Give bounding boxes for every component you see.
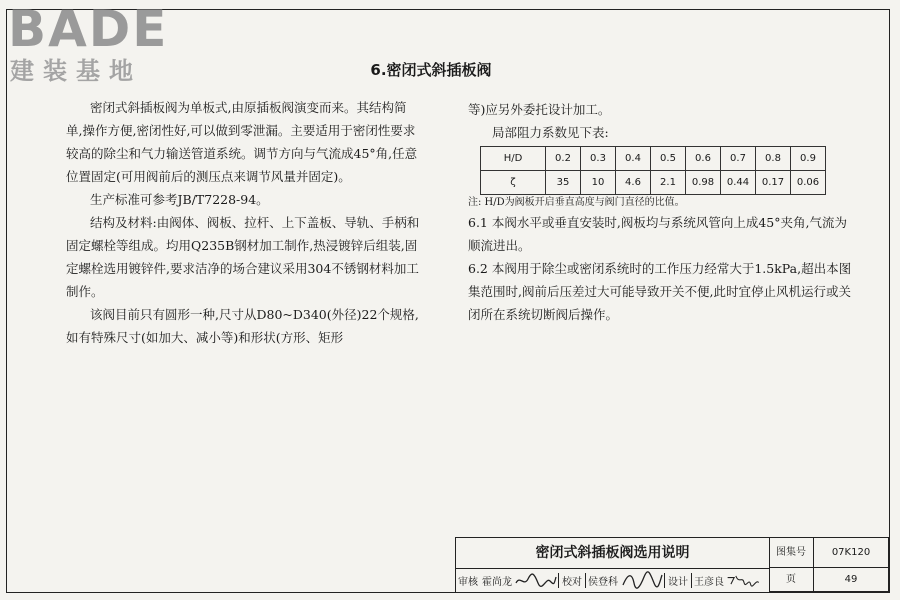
item-6-1: 6.1 本阀水平或垂直安装时,阀板均与系统风管向上成45°夹角,气流为顺流进出。 xyxy=(468,215,847,253)
reviewer-signature xyxy=(514,571,558,589)
section-title: 6.密闭式斜插板阀 xyxy=(370,61,492,79)
table-header-hd: H/D xyxy=(481,147,546,171)
table-cell: 0.3 xyxy=(581,147,616,171)
left-column xyxy=(66,96,422,349)
signature-row xyxy=(456,568,770,592)
table-intro: 局部阻力系数见下表: xyxy=(492,125,609,140)
table-cell: 10 xyxy=(581,171,616,195)
drawing-name: 密闭式斜插板阀选用说明 xyxy=(456,538,770,569)
check-label: 校对 xyxy=(558,573,586,588)
paragraph-standard: 生产标准可参考JB/T7228-94。 xyxy=(90,192,269,207)
designer-name: 王彦良 xyxy=(694,576,724,588)
designer-signature xyxy=(726,571,762,589)
title-block xyxy=(455,537,889,592)
watermark-logo: BADE xyxy=(8,0,169,58)
table-cell: 0.5 xyxy=(651,147,686,171)
paragraph-continuation: 等)应另外委托设计加工。 xyxy=(468,102,611,117)
checker-name: 侯登科 xyxy=(588,576,618,588)
checker-signature xyxy=(620,571,664,589)
page-number: 49 xyxy=(814,568,889,592)
watermark-subtitle: 建装基地 xyxy=(10,57,142,85)
review-label: 审核 xyxy=(458,576,478,588)
table-header-zeta: ζ xyxy=(481,171,546,195)
table-cell: 0.7 xyxy=(721,147,756,171)
table-cell: 0.8 xyxy=(756,147,791,171)
table-cell: 0.44 xyxy=(721,171,756,195)
table-cell: 0.6 xyxy=(686,147,721,171)
table-cell: 0.06 xyxy=(791,171,826,195)
table-cell: 4.6 xyxy=(616,171,651,195)
table-cell: 35 xyxy=(546,171,581,195)
right-column xyxy=(468,98,854,326)
reviewer-name: 霍尚龙 xyxy=(482,576,512,588)
table-note: 注: H/D为阀板开启垂直高度与阀门直径的比值。 xyxy=(468,197,685,208)
table-row xyxy=(481,147,826,171)
design-label: 设计 xyxy=(664,573,692,588)
paragraph-sizes: 该阀目前只有圆形一种,尺寸从D80~D340(外径)22个规格,如有特殊尺寸(如加大、减小等)和形状(方形、矩形 xyxy=(66,307,419,345)
atlas-number: 07K120 xyxy=(814,538,889,568)
paragraph-structure: 结构及材料:由阀体、阀板、拉杆、上下盖板、导轨、手柄和固定螺栓等组成。均用Q235B钢材加工制作,热浸镀锌后组装,固定螺栓选用镀锌件,要求洁净的场合建议采用304不锈钢材料加工制作。 xyxy=(66,215,420,299)
page-label: 页 xyxy=(769,568,814,592)
table-row xyxy=(481,171,826,195)
atlas-label: 图集号 xyxy=(769,538,814,568)
table-cell: 0.98 xyxy=(686,171,721,195)
item-6-2: 6.2 本阀用于除尘或密闭系统时的工作压力经常大于1.5kPa,超出本图集范围时,阀前后压差过大可能导致开关不便,此时宜停止风机运行或关闭所在系统切断阀后操作。 xyxy=(468,261,852,322)
paragraph-intro: 密闭式斜插板阀为单板式,由原插板阀演变而来。其结构简单,操作方便,密闭性好,可以做到零泄漏。主要适用于密闭性要求较高的除尘和气力输送管道系统。调节方向与气流成45°角,任意位置固定(可用阀前后的测压点来调节风量并固定)。 xyxy=(66,100,418,184)
table-cell: 0.17 xyxy=(756,171,791,195)
table-cell: 0.2 xyxy=(546,147,581,171)
table-cell: 0.4 xyxy=(616,147,651,171)
resistance-coefficient-table xyxy=(480,146,826,195)
table-cell: 2.1 xyxy=(651,171,686,195)
table-cell: 0.9 xyxy=(791,147,826,171)
